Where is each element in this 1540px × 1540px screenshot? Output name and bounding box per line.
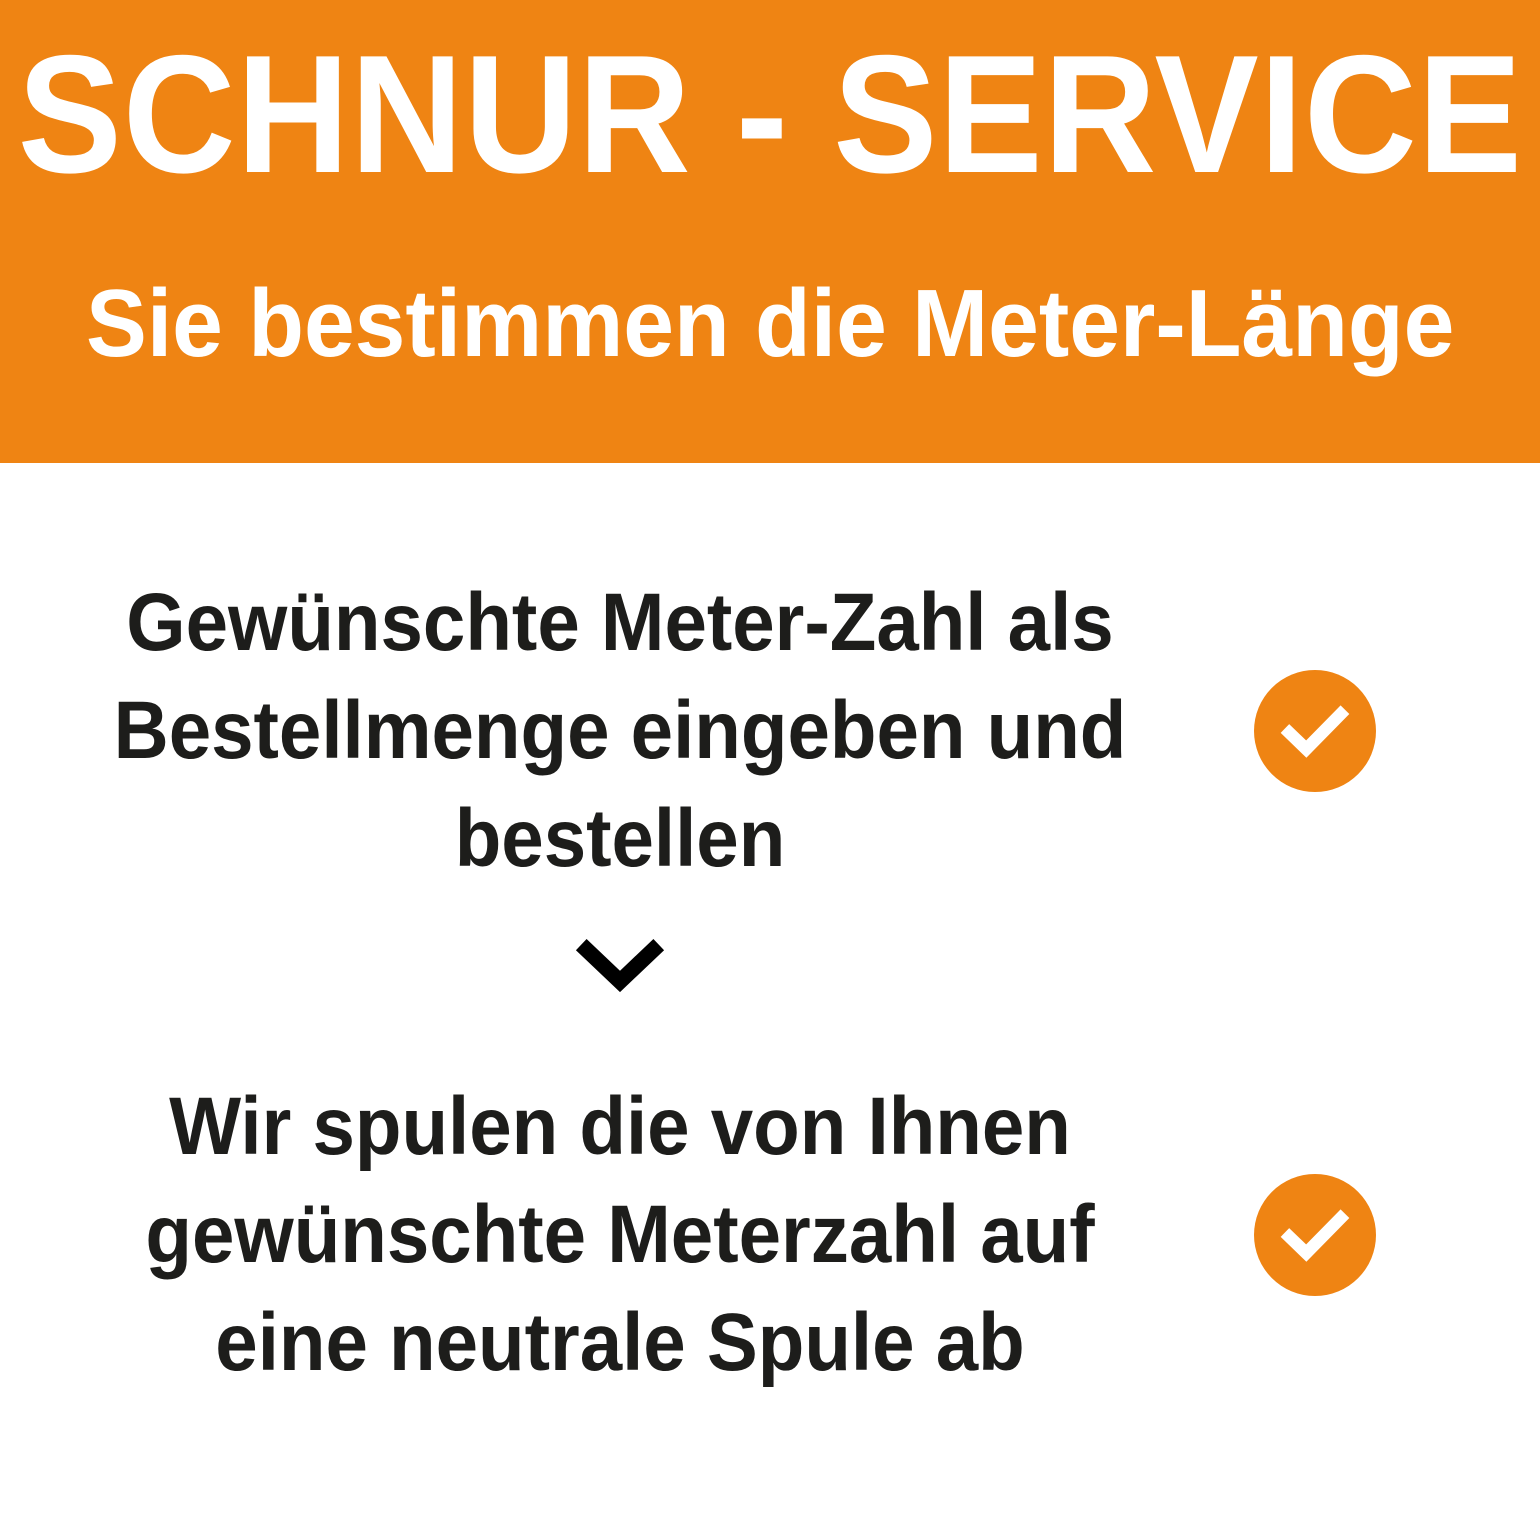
step-1-text: Gewünschte Meter-Zahl als Bestellmenge eingeben und bestellen [113,577,1127,885]
chevron-down-icon [0,933,1240,995]
promo-banner [0,0,1540,463]
page-subtitle: Sie bestimmen die Meter-Länge [85,270,1455,377]
check-circle-icon [1254,670,1376,792]
step-2-text: Wir spulen die von Ihnen gewünschte Meterzahl auf eine neutrale Spule ab [145,1081,1095,1389]
page-title: SCHNUR - SERVICE [17,20,1523,208]
steps-section [0,463,1540,1540]
step-item-2 [0,1073,1540,1398]
step-item-1 [0,569,1540,894]
check-circle-icon [1254,1174,1376,1296]
